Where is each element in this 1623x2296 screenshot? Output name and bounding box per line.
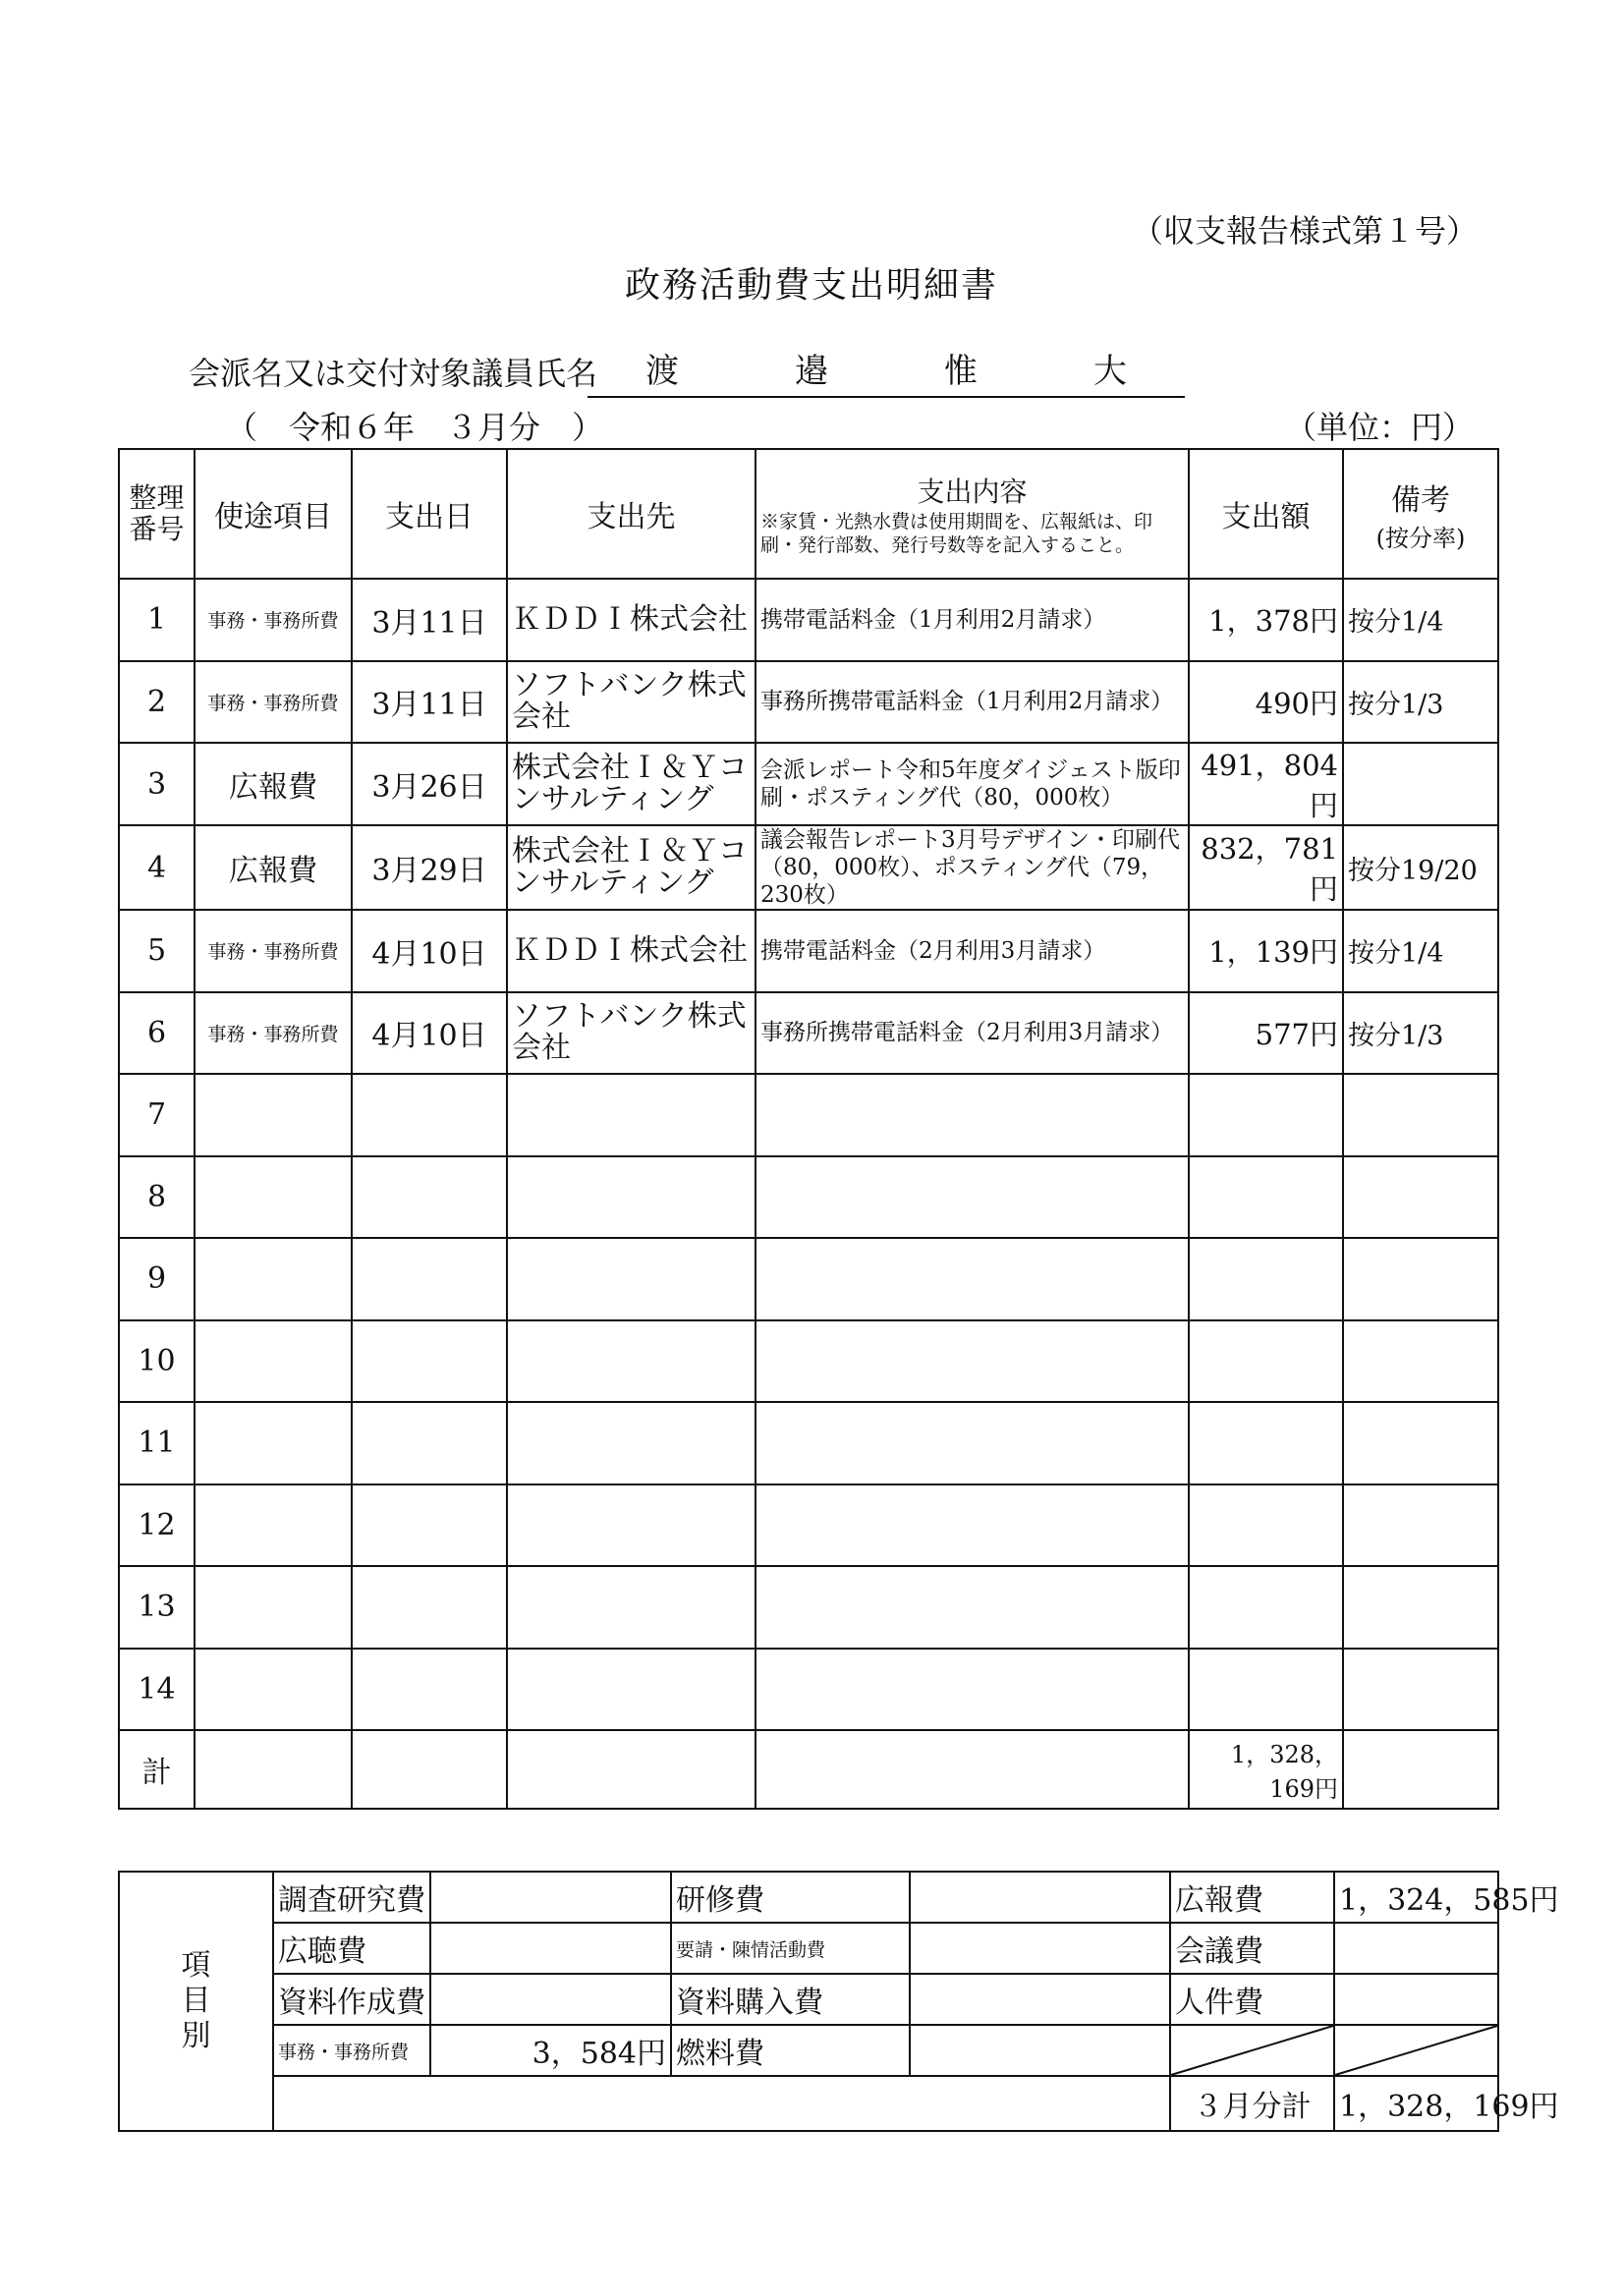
value-petition xyxy=(910,1923,1170,1974)
table-row xyxy=(119,1156,1498,1239)
summary-item-label: 項目別 xyxy=(119,1872,273,2131)
row-remarks xyxy=(1343,1156,1498,1239)
row-payee xyxy=(507,1484,756,1567)
total-row xyxy=(119,1730,1498,1809)
label-personnel: 人件費 xyxy=(1170,1974,1334,2025)
row-amount: 1，139円 xyxy=(1189,910,1343,992)
row-description xyxy=(756,1402,1189,1484)
table-row xyxy=(119,1074,1498,1156)
row-category xyxy=(195,1156,352,1239)
row-amount xyxy=(1189,1238,1343,1320)
row-date xyxy=(352,1238,507,1320)
member-name-char: 惟 xyxy=(944,352,978,391)
label-hearing: 広聴費 xyxy=(273,1923,430,1974)
row-category: 事務・事務所費 xyxy=(195,579,352,661)
row-remarks xyxy=(1343,1320,1498,1403)
row-description xyxy=(756,1484,1189,1567)
table-header-row xyxy=(119,449,1498,579)
period-label: （ 令和６年 ３月分 ） xyxy=(226,409,604,446)
row-amount: 577円 xyxy=(1189,992,1343,1075)
table-row xyxy=(119,743,1498,825)
total-empty xyxy=(352,1730,507,1809)
row-number: 12 xyxy=(119,1484,195,1567)
row-date xyxy=(352,1156,507,1239)
row-remarks xyxy=(1343,1074,1498,1156)
label-meeting: 会議費 xyxy=(1170,1923,1334,1974)
row-category xyxy=(195,1402,352,1484)
header-description xyxy=(756,449,1189,579)
diagonal-cell xyxy=(1170,2025,1334,2076)
label-materials-purchase: 資料購入費 xyxy=(671,1974,910,2025)
row-amount: 490円 xyxy=(1189,661,1343,744)
table-row xyxy=(119,1320,1498,1403)
summary-blank xyxy=(273,2076,1170,2131)
row-date: 4月10日 xyxy=(352,992,507,1075)
row-amount: 832，781円 xyxy=(1189,825,1343,910)
row-number: 3 xyxy=(119,743,195,825)
row-remarks: 按分1/3 xyxy=(1343,992,1498,1075)
diagonal-cell xyxy=(1334,2025,1498,2076)
row-category: 事務・事務所費 xyxy=(195,661,352,744)
header-payee: 支出先 xyxy=(507,449,756,579)
row-amount xyxy=(1189,1402,1343,1484)
row-amount: 1，378円 xyxy=(1189,579,1343,661)
row-amount xyxy=(1189,1566,1343,1649)
row-description xyxy=(756,1566,1189,1649)
value-personnel xyxy=(1334,1974,1498,2025)
row-payee xyxy=(507,1649,756,1731)
header-description-title: 支出内容 xyxy=(917,476,1028,508)
table-row xyxy=(119,992,1498,1075)
row-amount: 491，804円 xyxy=(1189,743,1343,825)
header-remarks xyxy=(1343,449,1498,579)
row-number: 6 xyxy=(119,992,195,1075)
row-remarks: 按分1/4 xyxy=(1343,910,1498,992)
row-remarks xyxy=(1343,1402,1498,1484)
header-remarks-title: 備考 xyxy=(1391,482,1450,518)
row-description: 携帯電話料金（1月利用2月請求） xyxy=(756,579,1189,661)
row-payee xyxy=(507,1320,756,1403)
row-category xyxy=(195,1238,352,1320)
row-payee: ＫＤＤＩ株式会社 xyxy=(507,910,756,992)
row-number: 10 xyxy=(119,1320,195,1403)
table-row xyxy=(119,1238,1498,1320)
total-label: 計 xyxy=(119,1730,195,1809)
value-materials-creation xyxy=(430,1974,671,2025)
row-number: 8 xyxy=(119,1156,195,1239)
summary-row xyxy=(119,2076,1498,2131)
member-name-char: 渡 xyxy=(645,352,679,391)
row-date xyxy=(352,1402,507,1484)
row-date xyxy=(352,1320,507,1403)
row-number: 9 xyxy=(119,1238,195,1320)
table-row xyxy=(119,910,1498,992)
label-pr: 広報費 xyxy=(1170,1872,1334,1923)
name-label: 会派名又は交付対象議員氏名 xyxy=(189,355,598,392)
row-category: 広報費 xyxy=(195,743,352,825)
row-date xyxy=(352,1566,507,1649)
total-empty xyxy=(195,1730,352,1809)
row-remarks: 按分1/4 xyxy=(1343,579,1498,661)
summary-row xyxy=(119,1872,1498,1923)
table-row xyxy=(119,825,1498,910)
table-row xyxy=(119,1649,1498,1731)
row-category: 事務・事務所費 xyxy=(195,992,352,1075)
row-number: 1 xyxy=(119,579,195,661)
row-description: 事務所携帯電話料金（1月利用2月請求） xyxy=(756,661,1189,744)
row-number: 4 xyxy=(119,825,195,910)
table-row xyxy=(119,661,1498,744)
value-research xyxy=(430,1872,671,1923)
row-category xyxy=(195,1320,352,1403)
row-date: 4月10日 xyxy=(352,910,507,992)
row-amount xyxy=(1189,1649,1343,1731)
row-description: 携帯電話料金（2月利用3月請求） xyxy=(756,910,1189,992)
table-row xyxy=(119,1566,1498,1649)
member-name xyxy=(588,344,1185,398)
header-remarks-sub: (按分率) xyxy=(1375,524,1466,552)
row-category: 広報費 xyxy=(195,825,352,910)
row-description xyxy=(756,1238,1189,1320)
row-amount xyxy=(1189,1074,1343,1156)
value-hearing xyxy=(430,1923,671,1974)
row-payee: 株式会社Ｉ＆Ｙコンサルティング xyxy=(507,743,756,825)
total-empty xyxy=(1343,1730,1498,1809)
row-amount xyxy=(1189,1320,1343,1403)
row-date: 3月26日 xyxy=(352,743,507,825)
header-date: 支出日 xyxy=(352,449,507,579)
header-amount: 支出額 xyxy=(1189,449,1343,579)
row-remarks: 按分1/3 xyxy=(1343,661,1498,744)
label-research: 調査研究費 xyxy=(273,1872,430,1923)
row-payee xyxy=(507,1156,756,1239)
label-materials-creation: 資料作成費 xyxy=(273,1974,430,2025)
label-month-total: ３月分計 xyxy=(1170,2076,1334,2131)
row-category xyxy=(195,1566,352,1649)
table-row xyxy=(119,1402,1498,1484)
row-description: 議会報告レポート3月号デザイン・印刷代（80，000枚）、ポスティング代（79，230枚） xyxy=(756,825,1189,910)
row-number: 11 xyxy=(119,1402,195,1484)
summary-row xyxy=(119,2025,1498,2076)
row-amount xyxy=(1189,1484,1343,1567)
row-number: 5 xyxy=(119,910,195,992)
summary-row xyxy=(119,1923,1498,1974)
row-remarks xyxy=(1343,1649,1498,1731)
document-title: 政務活動費支出明細書 xyxy=(624,265,998,306)
expense-table xyxy=(118,448,1499,1810)
row-remarks xyxy=(1343,1566,1498,1649)
table-row xyxy=(119,579,1498,661)
row-payee: 株式会社Ｉ＆Ｙコンサルティング xyxy=(507,825,756,910)
row-description xyxy=(756,1649,1189,1731)
summary-row xyxy=(119,1974,1498,2025)
row-date: 3月11日 xyxy=(352,661,507,744)
header-category: 使途項目 xyxy=(195,449,352,579)
row-amount xyxy=(1189,1156,1343,1239)
header-description-note: ※家賃・光熱水費は使用期間を、広報紙は、印刷・発行部数、発行号数等を記入すること。 xyxy=(760,511,1153,556)
row-date xyxy=(352,1484,507,1567)
value-office: 3，584円 xyxy=(430,2025,671,2076)
row-description xyxy=(756,1074,1189,1156)
value-pr: 1，324，585円 xyxy=(1334,1872,1498,1923)
label-office: 事務・事務所費 xyxy=(273,2025,430,2076)
row-payee xyxy=(507,1566,756,1649)
row-payee xyxy=(507,1074,756,1156)
row-date: 3月29日 xyxy=(352,825,507,910)
row-payee: ソフトバンク株式会社 xyxy=(507,992,756,1075)
table-row xyxy=(119,1484,1498,1567)
row-payee: ソフトバンク株式会社 xyxy=(507,661,756,744)
value-meeting xyxy=(1334,1923,1498,1974)
summary-table xyxy=(118,1871,1559,2132)
row-category xyxy=(195,1074,352,1156)
total-amount: 1，328，169円 xyxy=(1189,1730,1343,1809)
value-fuel xyxy=(910,2025,1170,2076)
row-number: 7 xyxy=(119,1074,195,1156)
row-payee: ＫＤＤＩ株式会社 xyxy=(507,579,756,661)
diagonal-line xyxy=(1335,2026,1497,2075)
row-date: 3月11日 xyxy=(352,579,507,661)
row-remarks: 按分19/20 xyxy=(1343,825,1498,910)
label-petition: 要請・陳情活動費 xyxy=(671,1923,910,1974)
member-name-char: 大 xyxy=(1093,352,1127,391)
row-description: 事務所携帯電話料金（2月利用3月請求） xyxy=(756,992,1189,1075)
value-month-total: 1，328，169円 xyxy=(1334,2076,1498,2131)
form-label: （収支報告様式第１号） xyxy=(1131,212,1478,250)
value-training xyxy=(910,1872,1170,1923)
row-description: 会派レポート令和5年度ダイジェスト版印刷・ポスティング代（80，000枚） xyxy=(756,743,1189,825)
total-empty xyxy=(756,1730,1189,1809)
row-description xyxy=(756,1320,1189,1403)
row-remarks xyxy=(1343,743,1498,825)
row-date xyxy=(352,1074,507,1156)
row-payee xyxy=(507,1402,756,1484)
row-number: 2 xyxy=(119,661,195,744)
row-remarks xyxy=(1343,1484,1498,1567)
diagonal-line xyxy=(1171,2026,1333,2075)
row-description xyxy=(756,1156,1189,1239)
row-category: 事務・事務所費 xyxy=(195,910,352,992)
row-number: 13 xyxy=(119,1566,195,1649)
value-materials-purchase xyxy=(910,1974,1170,2025)
row-payee xyxy=(507,1238,756,1320)
row-date xyxy=(352,1649,507,1731)
header-number: 整理番号 xyxy=(119,449,195,579)
total-empty xyxy=(507,1730,756,1809)
row-category xyxy=(195,1484,352,1567)
row-remarks xyxy=(1343,1238,1498,1320)
label-training: 研修費 xyxy=(671,1872,910,1923)
member-name-char: 邉 xyxy=(795,352,828,391)
row-category xyxy=(195,1649,352,1731)
row-number: 14 xyxy=(119,1649,195,1731)
label-fuel: 燃料費 xyxy=(671,2025,910,2076)
unit-label: （単位：円） xyxy=(1284,409,1474,446)
